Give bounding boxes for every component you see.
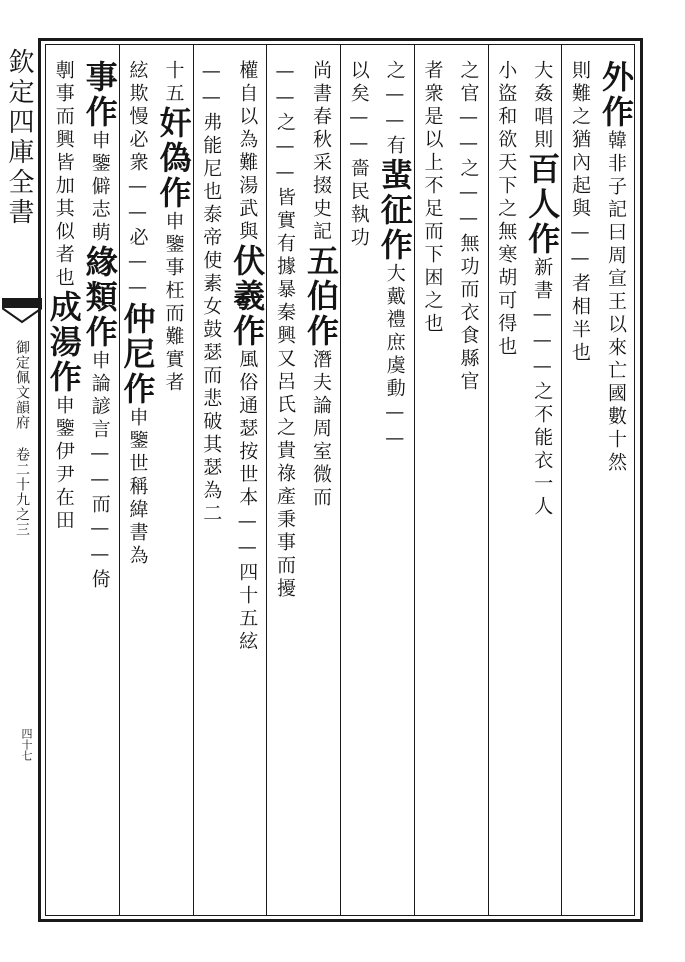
headword: 外作: [597, 60, 635, 130]
text-line: [599, 60, 633, 475]
commentary-text: 欲天下之無寒胡可得也: [495, 129, 518, 359]
commentary-text: 則難之猶內起與: [569, 60, 591, 221]
commentary-text: 權自以為難湯武與: [236, 60, 259, 244]
headword: 蜚征作: [375, 158, 414, 263]
text-column: [340, 60, 414, 906]
text-line: [228, 60, 267, 654]
text-column: [414, 60, 488, 906]
text-line: [563, 60, 597, 365]
headword: 事作: [80, 60, 119, 130]
commentary-text: 暴秦興又呂氏之貴祿產秉事而擾: [274, 279, 296, 601]
headword: 仲尼作: [118, 302, 157, 407]
commentary-text: 申論諺言: [88, 350, 111, 442]
commentary-text: 之官: [457, 60, 480, 106]
text-column: [561, 60, 635, 906]
text-line: [452, 60, 486, 394]
commentary-text: 而: [88, 494, 111, 517]
commentary-text: 新書: [531, 257, 554, 303]
book-subtitle: 御定佩文韻府 卷二十九之三: [14, 340, 30, 537]
commentary-text: 嗇民執功: [347, 158, 370, 250]
commentary-text: ——: [126, 175, 149, 227]
headword: 五伯作: [302, 244, 340, 349]
commentary-text: ——: [88, 517, 111, 569]
book-title: 欽定四庫全書: [4, 48, 34, 228]
commentary-text: 倚: [88, 569, 111, 592]
text-line: [80, 60, 119, 592]
commentary-text: 剸: [52, 60, 75, 83]
commentary-text: 申鑒伊尹在田: [52, 395, 75, 533]
text-line: [44, 60, 83, 533]
commentary-text: ——: [274, 135, 296, 187]
commentary-text: 者衆是以上不足而下困之也: [421, 60, 444, 336]
commentary-text: ——: [236, 510, 259, 562]
text-line: [523, 60, 562, 519]
commentary-text: 申鑒世稱緯書為: [126, 407, 149, 568]
commentary-text: 事而興皆加其似者也: [52, 83, 75, 290]
folio-number: 四十七: [20, 728, 33, 761]
commentary-text: 大姦唱則: [531, 60, 554, 152]
headword: 百人作: [523, 152, 562, 257]
commentary-text: ——: [274, 60, 296, 112]
commentary-text: ——: [126, 250, 149, 302]
commentary-text: 四十五絃: [236, 562, 259, 654]
text-line: [342, 60, 376, 250]
text-line: [118, 60, 157, 568]
commentary-text: 弗能尼也: [200, 112, 223, 204]
commentary-text: 申鑒僻志萌: [88, 130, 111, 245]
text-line: [154, 60, 193, 395]
commentary-text: ——: [200, 60, 223, 112]
commentary-text: 無功而衣食縣官: [457, 233, 480, 394]
commentary-text: 之: [274, 112, 296, 135]
commentary-text: ——: [569, 221, 591, 273]
commentary-text: 之: [383, 60, 406, 83]
commentary-text: ——: [383, 401, 406, 453]
headword: 奸偽作: [154, 106, 193, 211]
text-column: [266, 60, 340, 906]
commentary-text: ———: [531, 303, 554, 381]
commentary-text: 之不能衣一人: [531, 381, 554, 519]
text-column: [119, 60, 193, 906]
commentary-text: 絃: [126, 60, 149, 83]
commentary-text: 十五: [162, 60, 185, 106]
commentary-text: 有: [383, 135, 406, 158]
commentary-text: 風俗通瑟按世本: [236, 349, 259, 510]
commentary-text: 之: [457, 158, 480, 181]
text-line: [304, 60, 338, 510]
commentary-text: 者相半也: [569, 273, 591, 365]
commentary-text: 大戴禮庶虞動: [383, 263, 406, 401]
commentary-text: 皆實有據: [274, 187, 296, 279]
commentary-text: 以矣: [347, 60, 370, 106]
text-line: [194, 60, 228, 526]
headword: 緣類作: [80, 245, 119, 350]
text-line: [268, 60, 302, 601]
commentary-text: ——: [457, 106, 480, 158]
commentary-text: 潛夫論周室微而: [310, 349, 332, 510]
commentary-text: 韓非子記曰周宣王以來亡國數十然: [605, 130, 627, 475]
commentary-text: 尚書春秋采掇史記: [310, 60, 332, 244]
commentary-text: ——: [88, 442, 111, 494]
commentary-text: 必: [126, 227, 149, 250]
commentary-text: 小盜和: [495, 60, 518, 129]
commentary-text: ——: [347, 106, 370, 158]
commentary-text: ——: [457, 181, 480, 233]
text-column: [193, 60, 267, 906]
commentary-text: ——: [383, 83, 406, 135]
text-line: [489, 60, 523, 359]
headword: 成湯作: [44, 290, 83, 395]
text-line: [416, 60, 450, 336]
commentary-text: 欺慢必衆: [126, 83, 149, 175]
commentary-text: 申鑒事枉而難實者: [162, 211, 185, 395]
text-column: [45, 60, 119, 906]
text-line: [375, 60, 414, 453]
commentary-text: 泰帝使素女鼓瑟而悲破其瑟為二: [200, 204, 223, 526]
text-column: [488, 60, 562, 906]
fishtail-mark-icon: [2, 298, 42, 324]
headword: 伏羲作: [228, 244, 267, 349]
